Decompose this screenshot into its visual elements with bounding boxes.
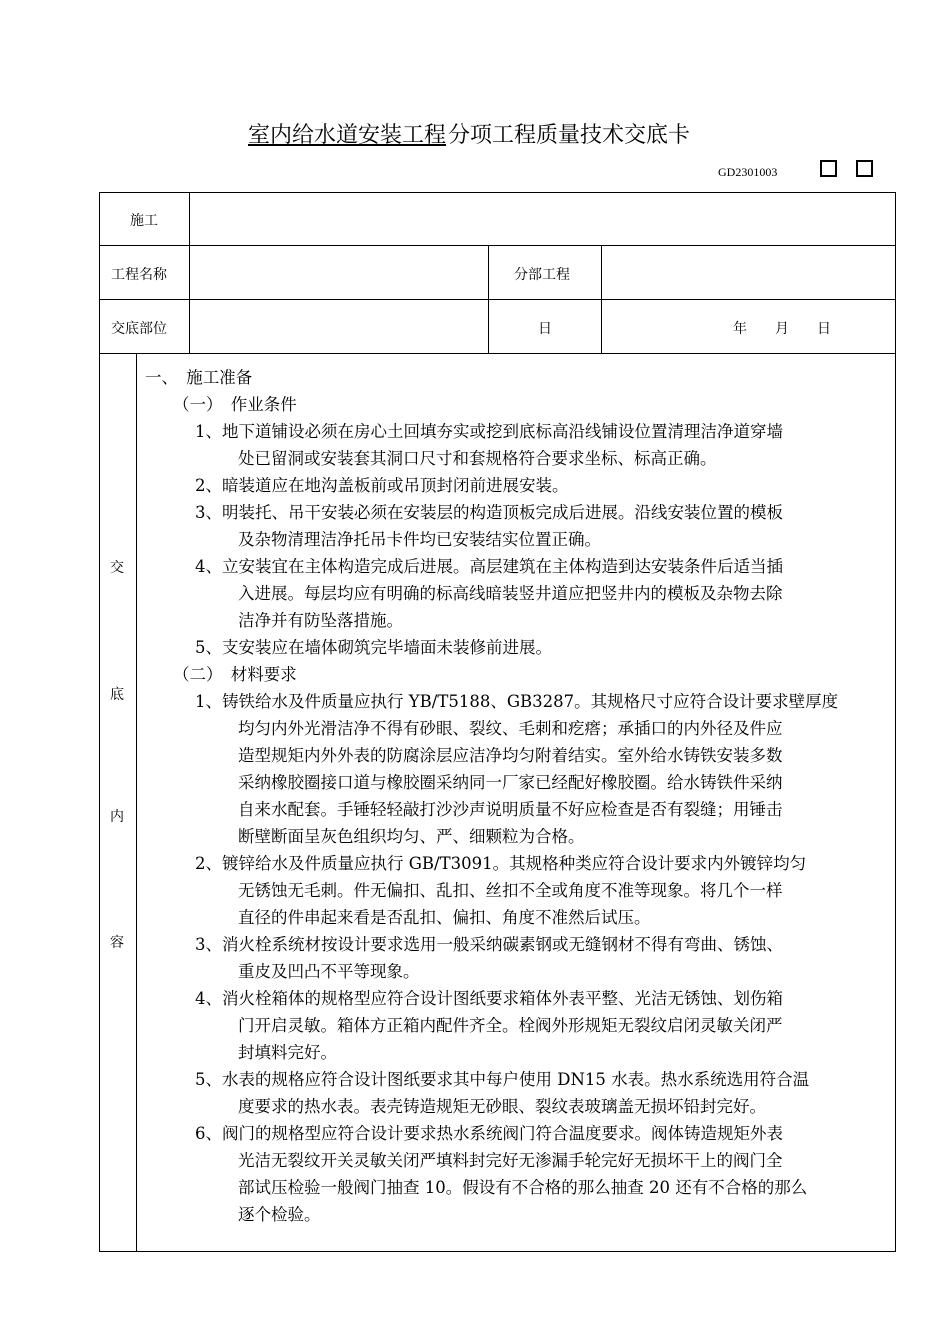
content-line: 1、铸铁给水及件质量应执行 YB/T5188、GB3287。其规格尺寸应符合设计要求壁厚度 [195,692,839,711]
content-line: 光洁无裂纹开关灵敏关闭严填料封完好无渗漏手轮完好无损坏干上的阀门全 [238,1151,783,1170]
row-divider [99,353,896,354]
content-line: 部试压检验一般阀门抽查 10。假设有不合格的那么抽查 20 还有不合格的那么 [238,1178,808,1197]
project-name-label: 工程名称 [111,267,167,283]
document-code: GD2301003 [718,165,778,179]
date-value: 年 月 日 [733,321,831,337]
content-line: 逐个检验。 [238,1205,321,1224]
content-line: 3、明装托、吊干安装必须在安装层的构造顶板完成后进展。沿线安装位置的模板 [195,503,783,522]
content-line: 度要求的热水表。表壳铸造规矩无砂眼、裂纹表玻璃盖无损坏铅封完好。 [238,1097,766,1116]
content-line: 无锈蚀无毛刺。件无偏扣、乱扣、丝扣不全或角度不准等现象。将几个一样 [238,881,783,900]
handover-content [145,364,890,1228]
content-line: 洁净并有防坠落措施。 [238,611,403,630]
content-line: 入进展。每层均应有明确的标高线暗装竖井道应把竖井内的模板及杂物去除 [238,584,783,603]
handover-part-label: 交底部位 [111,321,167,337]
col-divider [136,353,137,1252]
content-line: 处已留洞或安装套其洞口尺寸和套规格符合要求坐标、标高正确。 [238,449,717,468]
content-line: 6、阀门的规格型应符合设计要求热水系统阀门符合温度要求。阀体铸造规矩外表 [195,1124,783,1143]
content-line: 造型规矩内外外表的防腐涂层应洁净均匀附着结实。室外给水铸铁安装多数 [238,746,783,765]
side-label-char: 内 [110,809,124,825]
content-line: 1、地下道铺设必须在房心土回填夯实或挖到底标高沿线铺设位置清理洁净道穿墙 [195,422,783,441]
content-line: 及杂物清理洁净托吊卡件均已安装结实位置正确。 [238,530,601,549]
content-line: 2、镀锌给水及件质量应执行 GB/T3091。其规格种类应符合设计要求内外镀锌均匀 [195,854,807,873]
title-card-name: 分项工程质量技术交底卡 [448,123,691,148]
checkbox-2[interactable] [856,160,873,177]
col-divider [189,192,190,354]
document-title [220,118,690,149]
content-line: 断壁断面呈灰色组织均匀、严、细颗粒为合格。 [238,827,585,846]
content-line: 封填料完好。 [238,1043,337,1062]
content-line: 2、暗装道应在地沟盖板前或吊顶封闭前进展安装。 [195,476,569,495]
content-line: （二） 材料要求 [173,665,297,684]
col-divider [488,245,489,354]
date-label: 日 [538,321,552,337]
row-divider [99,245,896,246]
checkbox-1[interactable] [820,160,837,177]
content-line: 采纳橡胶圈接口道与橡胶圈采纳同一厂家已经配好橡胶圈。给水铸铁件采纳 [238,773,783,792]
content-line: 直径的件串起来看是否乱扣、偏扣、角度不准然后试压。 [238,908,651,927]
content-line: 重皮及凹凸不平等现象。 [238,962,420,981]
side-label-char: 交 [110,560,124,576]
content-line: 一、 施工准备 [145,368,253,387]
content-line: 4、消火栓箱体的规格型应符合设计图纸要求箱体外表平整、光洁无锈蚀、划伤箱 [195,989,783,1008]
content-line: 门开启灵敏。箱体方正箱内配件齐全。栓阀外形规矩无裂纹启闭灵敏关闭严 [238,1016,783,1035]
construction-label: 施工 [130,213,158,229]
division-label: 分部工程 [514,267,570,283]
content-line: 5、支安装应在墙体砌筑完毕墙面未装修前进展。 [195,638,552,657]
row-divider [99,299,896,300]
content-line: 均匀内外光滑洁净不得有砂眼、裂纹、毛刺和疙瘩；承插口的内外径及件应 [238,719,783,738]
content-line: 5、水表的规格应符合设计图纸要求其中每户使用 DN15 水表。热水系统选用符合温 [195,1070,810,1089]
content-line: 自来水配套。手锤轻轻敲打沙沙声说明质量不好应检查是否有裂缝；用锤击 [238,800,783,819]
content-line: 4、立安装宜在主体构造完成后进展。高层建筑在主体构造到达安装条件后适当插 [195,557,783,576]
content-line: 3、消火栓系统材按设计要求选用一般采纳碳素钢或无缝钢材不得有弯曲、锈蚀、 [195,935,783,954]
side-label-char: 底 [110,687,124,703]
title-project-name: 室内给水道安装工程 [248,123,447,148]
content-line: （一） 作业条件 [173,395,297,414]
col-divider [601,245,602,354]
side-label-char: 容 [110,935,124,951]
